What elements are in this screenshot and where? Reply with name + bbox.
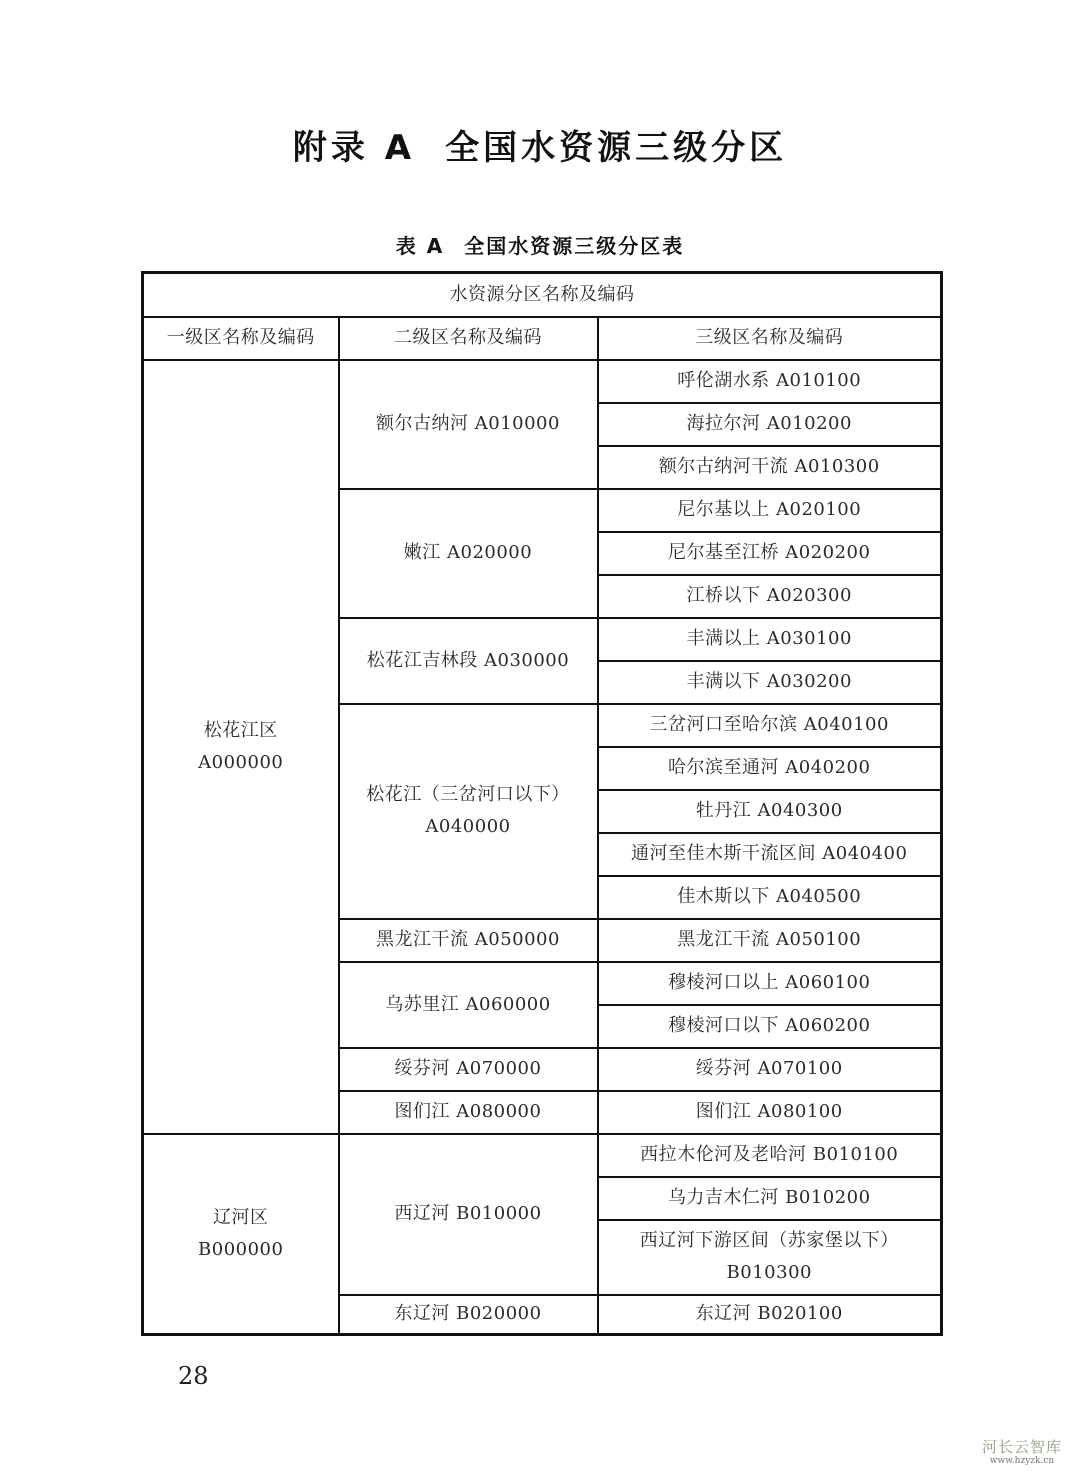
level3-code: B010300 bbox=[726, 1262, 812, 1283]
level3-cell: 尼尔基至江桥 A020200 bbox=[598, 532, 942, 575]
level1-code: B000000 bbox=[198, 1238, 284, 1260]
level2-cell: 东辽河 B020000 bbox=[339, 1295, 598, 1335]
level3-cell: 穆棱河口以上 A060100 bbox=[598, 962, 942, 1005]
level3-cell: 穆棱河口以下 A060200 bbox=[598, 1005, 942, 1048]
super-header: 水资源分区名称及编码 bbox=[143, 273, 942, 317]
level2-cell: 西辽河 B010000 bbox=[339, 1134, 598, 1295]
level3-name: 西辽河下游区间（苏家堡以下） bbox=[639, 1230, 899, 1251]
level2-cell: 乌苏里江 A060000 bbox=[339, 962, 598, 1048]
level2-name: 松花江（三岔河口以下） bbox=[366, 784, 570, 805]
header-level2: 二级区名称及编码 bbox=[339, 317, 598, 360]
caption-prefix: 表 A bbox=[395, 234, 445, 258]
level1-name: 辽河区 bbox=[213, 1206, 269, 1228]
level1-code: A000000 bbox=[198, 751, 284, 773]
level2-cell: 绥芬河 A070000 bbox=[339, 1048, 598, 1091]
level2-cell: 松花江吉林段 A030000 bbox=[339, 618, 598, 704]
level3-cell: 哈尔滨至通河 A040200 bbox=[598, 747, 942, 790]
level1-cell bbox=[143, 360, 339, 1134]
level2-code: A040000 bbox=[425, 816, 511, 837]
level3-cell: 乌力吉木仁河 B010200 bbox=[598, 1177, 942, 1220]
level3-cell: 图们江 A080100 bbox=[598, 1091, 942, 1134]
level3-cell: 东辽河 B020100 bbox=[598, 1295, 942, 1335]
level3-cell: 江桥以下 A020300 bbox=[598, 575, 942, 618]
watermark-url: www.hzyzk.cn bbox=[989, 1456, 1055, 1466]
title-main: 全国水资源三级分区 bbox=[445, 128, 788, 168]
level3-cell: 牡丹江 A040300 bbox=[598, 790, 942, 833]
level3-cell: 额尔古纳河干流 A010300 bbox=[598, 446, 942, 489]
caption-main: 全国水资源三级分区表 bbox=[464, 234, 685, 258]
level3-cell: 尼尔基以上 A020100 bbox=[598, 489, 942, 532]
page-number: 28 bbox=[178, 1362, 209, 1390]
watermark-name: 河长云智库 bbox=[981, 1438, 1062, 1456]
header-level3: 三级区名称及编码 bbox=[598, 317, 942, 360]
level2-cell: 额尔古纳河 A010000 bbox=[339, 360, 598, 489]
level1-name: 松花江区 bbox=[203, 719, 278, 741]
page-title bbox=[0, 120, 1080, 169]
watermark bbox=[970, 1436, 1074, 1466]
level3-cell: 丰满以下 A030200 bbox=[598, 661, 942, 704]
level2-cell: 图们江 A080000 bbox=[339, 1091, 598, 1134]
level2-cell bbox=[339, 704, 598, 919]
level3-cell: 西拉木伦河及老哈河 B010100 bbox=[598, 1134, 942, 1177]
level3-cell: 三岔河口至哈尔滨 A040100 bbox=[598, 704, 942, 747]
level3-cell bbox=[598, 1220, 942, 1295]
water-resource-zones-table bbox=[141, 271, 943, 1336]
title-prefix: 附录 A bbox=[292, 128, 416, 168]
level3-cell: 绥芬河 A070100 bbox=[598, 1048, 942, 1091]
level2-cell: 黑龙江干流 A050000 bbox=[339, 919, 598, 962]
level3-cell: 通河至佳木斯干流区间 A040400 bbox=[598, 833, 942, 876]
level3-cell: 呼伦湖水系 A010100 bbox=[598, 360, 942, 403]
level2-cell: 嫩江 A020000 bbox=[339, 489, 598, 618]
level3-cell: 丰满以上 A030100 bbox=[598, 618, 942, 661]
level1-cell bbox=[143, 1134, 339, 1335]
table-caption bbox=[0, 230, 1080, 259]
level3-cell: 海拉尔河 A010200 bbox=[598, 403, 942, 446]
level3-cell: 佳木斯以下 A040500 bbox=[598, 876, 942, 919]
header-level1: 一级区名称及编码 bbox=[143, 317, 339, 360]
level3-cell: 黑龙江干流 A050100 bbox=[598, 919, 942, 962]
